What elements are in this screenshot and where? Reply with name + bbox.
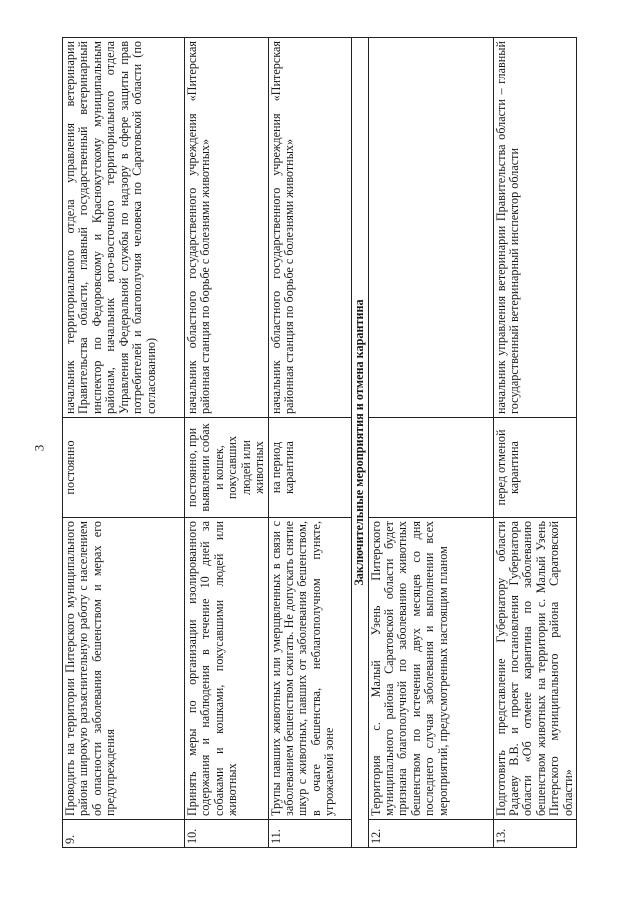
row-responsible xyxy=(368,38,493,418)
row-responsible: начальник управления ветеринарии Правительства области – главный государственный ветеринарный инспектор области xyxy=(493,38,577,418)
table-row xyxy=(368,38,493,848)
row-term: постоянно xyxy=(63,418,185,518)
row-number: 13. xyxy=(493,820,577,848)
row-number: 11. xyxy=(268,820,351,848)
row-action: Проводить на территории Питерского муниципального района широкую разъяснительную работу с населением об опасности заболевания бешенством и мерах его предупреждения xyxy=(63,518,185,820)
section-header-row xyxy=(351,38,368,848)
row-action: Принять меры по организации изолированного содержания и наблюдения в течение 10 дней за собаками и кошками, покусавшими людей или животных xyxy=(185,518,269,820)
rotated-table-container xyxy=(62,38,582,848)
row-number: 12. xyxy=(368,820,493,848)
table-row xyxy=(63,38,185,848)
plan-table xyxy=(62,37,577,848)
table-row xyxy=(268,38,351,848)
row-responsible: начальник территориального отдела управления ветеринарии Правительства области, главный государственный ветеринарный инспектор по Федоровскому и Краснокутскому муниципальным районам, начальник юго-восточного территориального отдела Управления Федеральной службы по надзору в сфере защиты прав потребителей и благополучия человека по Саратовской области (по согласованию) xyxy=(63,38,185,418)
table-row xyxy=(185,38,269,848)
row-action: Подготовить представление Губернатору области Радаеву В.В. и проект постановления Губернатора области «Об отмене карантина по заболеванию бешенством животных на территории с. Малый Узень Питерского муниципального района Саратовской области» xyxy=(493,518,577,820)
section-title: Заключительные мероприятия и отмена карантина xyxy=(351,38,368,848)
row-term: на период карантина xyxy=(268,418,351,518)
row-number: 9. xyxy=(63,820,185,848)
row-responsible: начальник областного государственного учреждения «Питерская районная станция по борьбе с болезнями животных» xyxy=(185,38,269,418)
row-term: перед отменой карантина xyxy=(493,418,577,518)
row-responsible: начальник областного государственного учреждения «Питерская районная станция по борьбе с болезнями животных» xyxy=(268,38,351,418)
row-action: Территория с. Малый Узень Питерского муниципального района Саратовской области будет признана благополучной по заболеванию животных бешенством по истечении двух месяцев со дня последнего случая заболевания и выполнении всех мероприятий, предусмотренных настоящим планом xyxy=(368,518,493,820)
table-row xyxy=(493,38,577,848)
row-action: Трупы павших животных или умерщвленных в связи с заболеванием бешенством сжигать. Не допускать снятие шкур с животных, павших от заболевания бешенством, в очаге бешенства, неблагополучном пункте, угрожаемой зоне xyxy=(268,518,351,820)
page-number: 3 xyxy=(31,444,47,452)
row-term: постоянно, при выявлении собак и кошек, покусавших людей или животных xyxy=(185,418,269,518)
row-term xyxy=(368,418,493,518)
row-number: 10. xyxy=(185,820,269,848)
